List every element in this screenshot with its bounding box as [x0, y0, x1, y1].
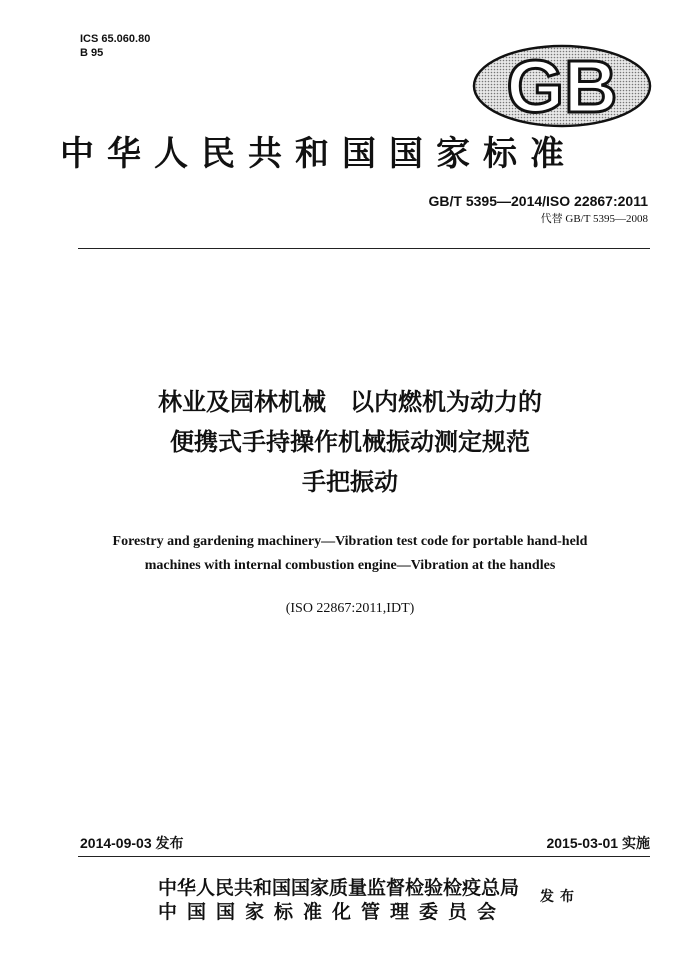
issuing-authorities [158, 876, 519, 924]
header-divider [78, 248, 650, 249]
footer-divider [78, 856, 650, 857]
issuer-sac: 中国国家标准化管理委员会 [158, 901, 507, 923]
english-title [50, 530, 650, 578]
issuer-aqsiq: 中华人民共和国国家质量监督检验检疫总局 [158, 877, 520, 899]
implementation-date: 2015-03-01 实施 [546, 835, 650, 851]
gb-logo [472, 44, 652, 128]
classification-codes [80, 32, 150, 60]
iso-reference: (ISO 22867:2011,IDT) [285, 601, 415, 616]
issue-label: 发布 [540, 889, 580, 905]
english-title-line-2: machines with internal combustion engine—Vibration at the handles [144, 558, 556, 573]
svg-text:GB: GB [506, 45, 618, 128]
standard-number: GB/T 5395—2014/ISO 22867:2011 [428, 193, 648, 209]
ics-code: ICS 65.060.80 [80, 33, 151, 45]
chinese-title-line-2: 便携式手持操作机械振动测定规范 [170, 428, 530, 456]
chinese-title [50, 382, 650, 502]
chinese-title-line-3: 手把振动 [302, 468, 398, 496]
ccs-code: B 95 [80, 47, 104, 59]
issue-date: 2014-09-03 发布 [80, 835, 184, 851]
replaces-standard: 代替 GB/T 5395—2008 [540, 213, 648, 225]
document-title: 中华人民共和国国家标准 [60, 134, 577, 174]
chinese-title-line-1: 林业及园林机械 以内燃机为动力的 [158, 388, 542, 416]
english-title-line-1: Forestry and gardening machinery—Vibration test code for portable hand-held [112, 534, 588, 549]
